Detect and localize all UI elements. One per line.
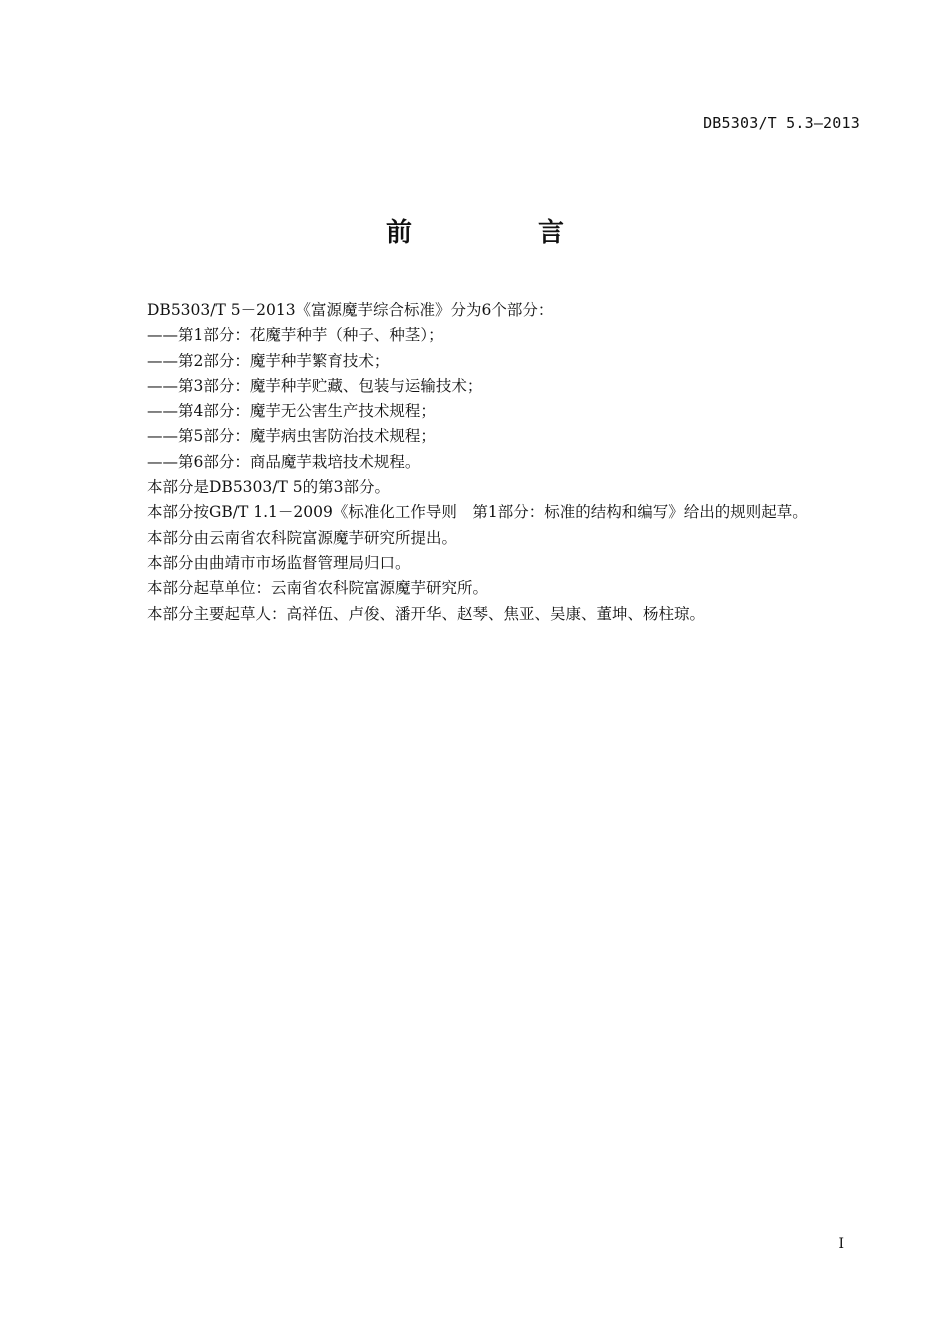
foreword-body	[147, 298, 867, 627]
page-number: I	[838, 1236, 844, 1252]
administrator-statement: 本部分由曲靖市市场监督管理局归口。	[147, 553, 411, 572]
part-5-item: ——第5部分：魔芋病虫害防治技术规程；	[147, 427, 436, 446]
part-4-item: ——第4部分：魔芋无公害生产技术规程；	[147, 402, 436, 421]
part-1-item: ——第1部分：花魔芋种芋（种子、种茎）；	[147, 326, 444, 345]
part-6-item: ——第6部分：商品魔芋栽培技术规程。	[147, 452, 421, 471]
standard-code: DB5303/T 5.3—2013	[703, 114, 860, 132]
part-3-item: ——第3部分：魔芋种芋贮藏、包装与运输技术；	[147, 376, 483, 395]
this-part-statement: 本部分是DB5303/T 5的第3部分。	[147, 478, 390, 497]
proposer-statement: 本部分由云南省农科院富源魔芋研究所提出。	[147, 528, 458, 547]
drafting-unit-statement: 本部分起草单位：云南省农科院富源魔芋研究所。	[147, 579, 489, 598]
page-title: 前 言	[385, 218, 614, 248]
part-2-item: ——第2部分：魔芋种芋繁育技术；	[147, 351, 390, 370]
parts-intro: DB5303/T 5－2013《富源魔芋综合标准》分为6个部分：	[147, 301, 554, 319]
drafting-rules-statement: 本部分按GB/T 1.1－2009《标准化工作导则 第1部分：标准的结构和编写》给出的规则起草。	[147, 503, 808, 522]
drafters-statement: 本部分主要起草人：高祥伍、卢俊、潘开华、赵琴、焦亚、吴康、董坤、杨柱琼。	[147, 604, 706, 623]
